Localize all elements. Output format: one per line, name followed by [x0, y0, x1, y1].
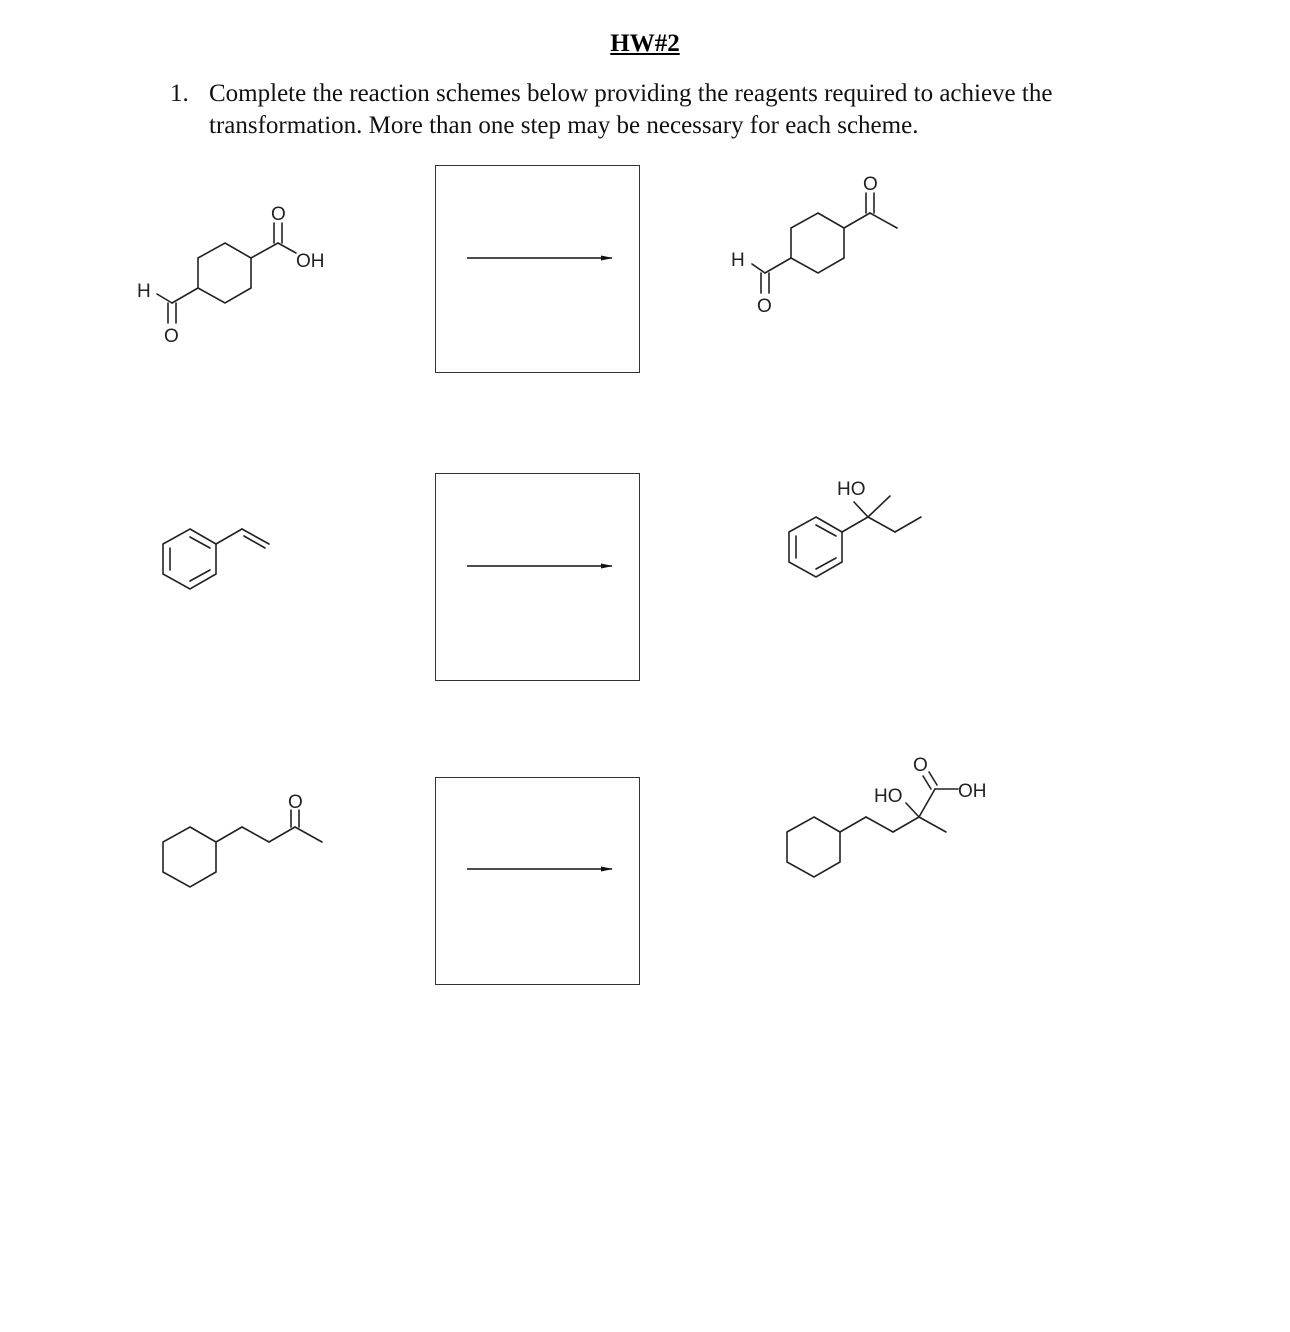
- scheme-3-reactant: [163, 810, 322, 887]
- atom-label: OH: [958, 781, 987, 802]
- atom-label: H: [731, 250, 745, 271]
- atom-label: O: [757, 296, 772, 317]
- scheme-3-product: [787, 772, 958, 877]
- atom-label: O: [164, 326, 179, 347]
- scheme-1-reactant: [157, 223, 296, 323]
- scheme-2-product: [789, 496, 921, 577]
- scheme-1-product: [752, 193, 897, 293]
- atom-label: HO: [874, 786, 903, 807]
- question-text: Complete the reaction schemes below providing the reagents required to achieve the transformation. More than one step may be necessary for each scheme.: [209, 80, 1053, 139]
- question-number: 1.: [170, 80, 189, 107]
- atom-label: O: [913, 755, 928, 776]
- atom-label: O: [288, 792, 303, 813]
- page-title: HW#2: [610, 30, 680, 57]
- atom-label: OH: [296, 251, 325, 272]
- atom-label: O: [863, 174, 878, 195]
- atom-label: HO: [837, 479, 866, 500]
- atom-label: H: [137, 281, 151, 302]
- atom-label: O: [271, 204, 286, 225]
- scheme-2-reactant: [163, 529, 269, 589]
